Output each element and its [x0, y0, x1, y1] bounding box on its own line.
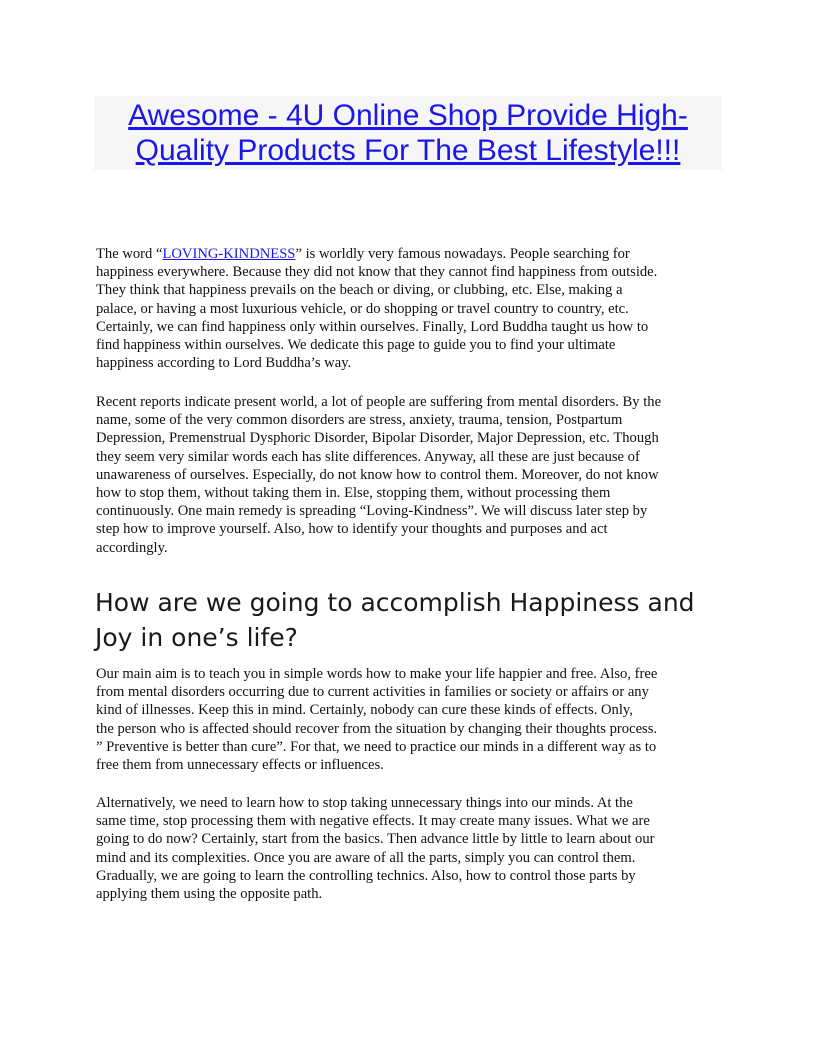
- text-line: step how to improve yourself. Also, how to identify your thoughts and purposes and act: [96, 521, 608, 538]
- text-line: applying them using the opposite path.: [96, 885, 323, 902]
- text-line: mind and its complexities. Once you are aware of all the parts, simply you can control them.: [96, 849, 636, 866]
- heading-line: How are we going to accomplish Happiness and: [95, 588, 695, 617]
- text-line: Certainly, we can find happiness only within ourselves. Finally, Lord Buddha taught us how to: [96, 318, 649, 335]
- disorders-paragraph: [96, 393, 736, 557]
- text-line: continuously. One main remedy is spreading “Loving-Kindness”. We will discuss later step by: [96, 503, 648, 520]
- page-title: [94, 96, 722, 170]
- text-line: going to do now? Certainly, start from the basics. Then advance little by little to learn about our: [96, 831, 655, 848]
- intro-prefix: The word “: [96, 246, 163, 262]
- text-line: Alternatively, we need to learn how to stop taking unnecessary things into our minds. At the: [96, 795, 633, 811]
- text-line: Our main aim is to teach you in simple words how to make your life happier and free. Also, free: [96, 666, 658, 682]
- text-line: the person who is affected should recover from the situation by changing their thoughts process.: [96, 720, 658, 737]
- text-line: free them from unnecessary effects or influences.: [96, 756, 384, 773]
- aim-paragraph: [96, 665, 736, 774]
- text-line: how to stop them, without taking them in. Else, stopping them, without processing them: [96, 484, 611, 501]
- heading-line: Joy in one’s life?: [95, 623, 298, 652]
- text-line: from mental disorders occurring due to current activities in families or society or affairs or any: [96, 684, 649, 701]
- text-line: happiness according to Lord Buddha’s way.: [96, 355, 352, 372]
- intro-suffix: ” is worldly very famous nowadays. People searching for: [295, 246, 630, 262]
- text-line: find happiness within ourselves. We dedicate this page to guide you to find your ultimate: [96, 336, 616, 353]
- section-heading: [95, 585, 735, 655]
- intro-paragraph: [96, 245, 736, 372]
- text-line: Gradually, we are going to learn the controlling technics. Also, how to control those parts by: [96, 867, 636, 884]
- text-line: name, some of the very common disorders are stress, anxiety, trauma, tension, Postpartum: [96, 412, 623, 429]
- text-line: accordingly.: [96, 539, 168, 556]
- text-line: same time, stop processing them with negative effects. It may create many issues. What we are: [96, 813, 650, 830]
- text-line: unawareness of ourselves. Especially, do not know how to control them. Moreover, do not know: [96, 466, 659, 483]
- text-line: ” Preventive is better than cure”. For that, we need to practice our minds in a different way as to: [96, 738, 657, 755]
- loving-kindness-link[interactable]: LOVING-KINDNESS: [162, 246, 296, 262]
- text-line: Depression, Premenstrual Dysphoric Disorder, Bipolar Disorder, Major Depression, etc. Though: [96, 430, 659, 447]
- text-line: Recent reports indicate present world, a lot of people are suffering from mental disorders. By the: [96, 394, 662, 410]
- text-line: They think that happiness prevails on the beach or diving, or clubbing, etc. Else, making a: [96, 282, 623, 299]
- intro-first-line: [96, 245, 736, 263]
- text-line: happiness everywhere. Because they did not know that they cannot find happiness from outside.: [96, 264, 658, 281]
- alternative-paragraph: [96, 794, 736, 903]
- text-line: palace, or having a most luxurious vehicle, or do shopping or travel country to country, etc.: [96, 300, 629, 317]
- title-link-line-2[interactable]: Quality Products For The Best Lifestyle!!!: [135, 134, 681, 167]
- text-line: kind of illnesses. Keep this in mind. Certainly, nobody can cure these kinds of effects. Only,: [96, 702, 633, 719]
- title-link-line-1[interactable]: Awesome - 4U Online Shop Provide High-: [128, 99, 688, 132]
- text-line: they seem very similar words each has slite differences. Anyway, all these are just because of: [96, 448, 640, 465]
